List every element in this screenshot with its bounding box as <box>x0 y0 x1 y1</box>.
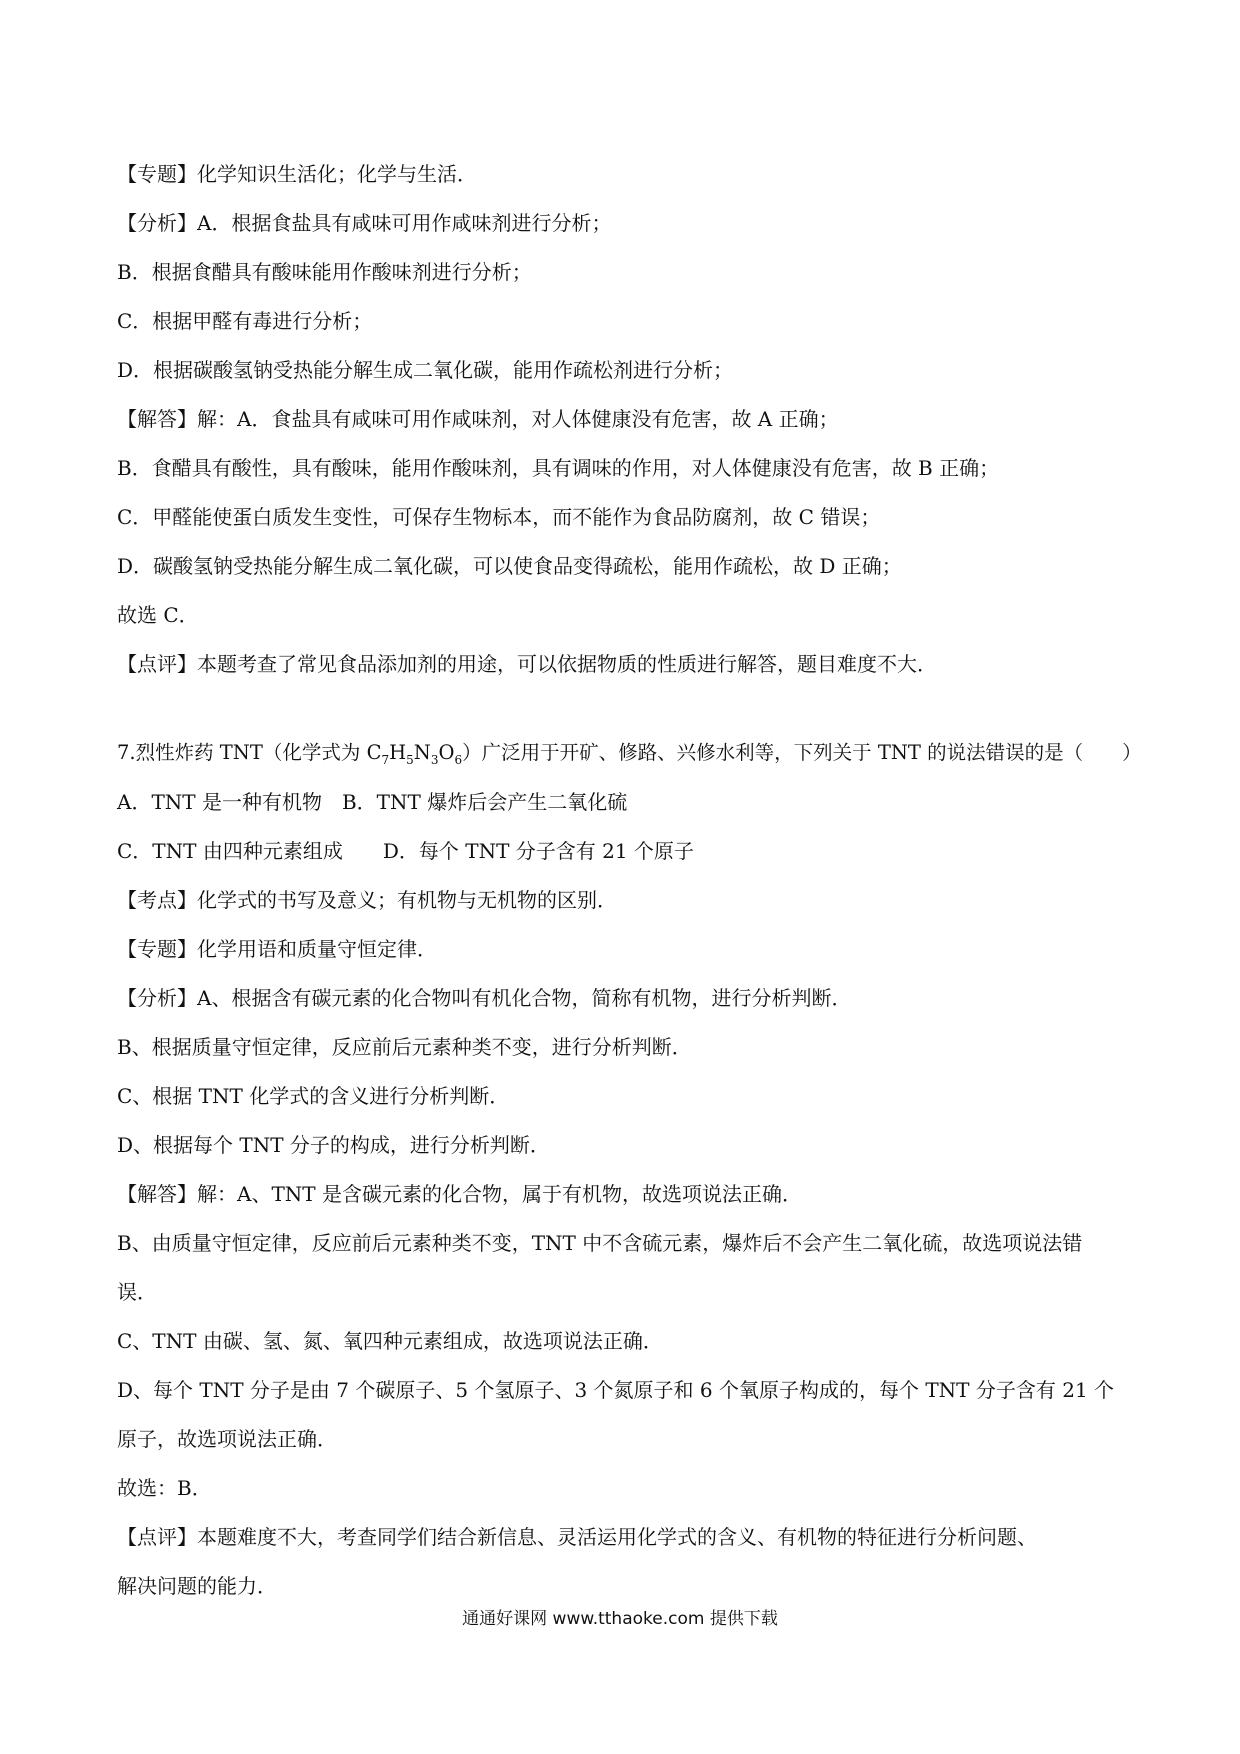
q7-answer-a: 【解答】解：A、TNT 是含碳元素的化合物，属于有机物，故选项说法正确． <box>117 1182 802 1206</box>
q7-stem-after: ）广泛用于开矿、修路、兴修水利等，下列关于 TNT 的说法错误的是（ ） <box>462 741 1142 764</box>
s6-answer-c: C．甲醛能使蛋白质发生变性，可保存生物标本，而不能作为食品防腐剂，故 C 错误； <box>117 505 881 529</box>
q7-answer-d-line2: 原子，故选项说法正确． <box>117 1427 337 1451</box>
formula-n: N <box>413 741 431 764</box>
s6-comment: 【点评】本题考查了常见食品添加剂的用途，可以依据物质的性质进行解答，题目难度不大． <box>117 652 937 676</box>
q7-answer-c: C、TNT 由碳、氢、氮、氧四种元素组成，故选项说法正确． <box>117 1329 663 1353</box>
s6-analysis-d: D．根据碳酸氢钠受热能分解生成二氧化碳，能用作疏松剂进行分析； <box>117 358 734 382</box>
s6-answer-a: 【解答】解：A．食盐具有咸味可用作咸味剂，对人体健康没有危害，故 A 正确； <box>117 407 839 431</box>
q7-analysis-a: 【分析】A、根据含有碳元素的化合物叫有机化合物，简称有机物，进行分析判断． <box>117 986 852 1010</box>
formula-h: H <box>389 741 407 764</box>
q7-choice: 故选：B． <box>117 1476 212 1500</box>
s6-analysis-c: C．根据甲醛有毒进行分析； <box>117 309 373 333</box>
q7-answer-b-line2: 误． <box>117 1280 157 1304</box>
q7-options-row2: C．TNT 由四种元素组成 D．每个 TNT 分子含有 21 个原子 <box>117 839 694 863</box>
s6-answer-d: D．碳酸氢钠受热能分解生成二氧化碳，可以使食品变得疏松，能用作疏松，故 D 正确； <box>117 554 902 578</box>
q7-answer-d-line1: D、每个 TNT 分子是由 7 个碳原子、5 个氢原子、3 个氮原子和 6 个氧原子构成的，每个 TNT 分子含有 21 个 <box>117 1378 1115 1402</box>
q7-options-row1: A．TNT 是一种有机物 B．TNT 爆炸后会产生二氧化硫 <box>117 790 628 814</box>
formula-c-sub: 7 <box>381 752 390 767</box>
formula-o-sub: 6 <box>454 752 463 767</box>
s6-choice: 故选 C． <box>117 603 199 627</box>
q7-comment-line1: 【点评】本题难度不大，考查同学们结合新信息、灵活运用化学式的含义、有机物的特征进行分析问题、 <box>117 1525 1037 1549</box>
q7-kaodian: 【考点】化学式的书写及意义；有机物与无机物的区别． <box>117 888 617 912</box>
q7-topic: 【专题】化学用语和质量守恒定律． <box>117 937 437 961</box>
q7-analysis-d: D、根据每个 TNT 分子的构成，进行分析判断． <box>117 1133 550 1157</box>
q7-stem <box>117 741 1142 765</box>
s6-analysis-a: 【分析】A．根据食盐具有咸味可用作咸味剂进行分析； <box>117 211 612 235</box>
q7-stem-before: 7.烈性炸药 TNT（化学式为 C <box>117 741 382 764</box>
page-footer: 通通好课网 www.tthaoke.com 提供下载 <box>462 1609 778 1629</box>
s6-topic: 【专题】化学知识生活化；化学与生活． <box>117 162 477 186</box>
formula-o: O <box>438 741 455 764</box>
q7-answer-b-line1: B、由质量守恒定律，反应前后元素种类不变，TNT 中不含硫元素，爆炸后不会产生二氧化硫，故选项说法错 <box>117 1231 1083 1255</box>
q7-analysis-b: B、根据质量守恒定律，反应前后元素种类不变，进行分析判断． <box>117 1035 692 1059</box>
q7-analysis-c: C、根据 TNT 化学式的含义进行分析判断． <box>117 1084 510 1108</box>
formula-n-sub: 3 <box>430 752 439 767</box>
s6-answer-b: B．食醋具有酸性，具有酸味，能用作酸味剂，具有调味的作用，对人体健康没有危害，故 B 正确； <box>117 456 1000 480</box>
formula-h-sub: 5 <box>406 752 414 767</box>
s6-analysis-b: B．根据食醋具有酸味能用作酸味剂进行分析； <box>117 260 532 284</box>
q7-comment-line2: 解决问题的能力． <box>117 1574 277 1598</box>
